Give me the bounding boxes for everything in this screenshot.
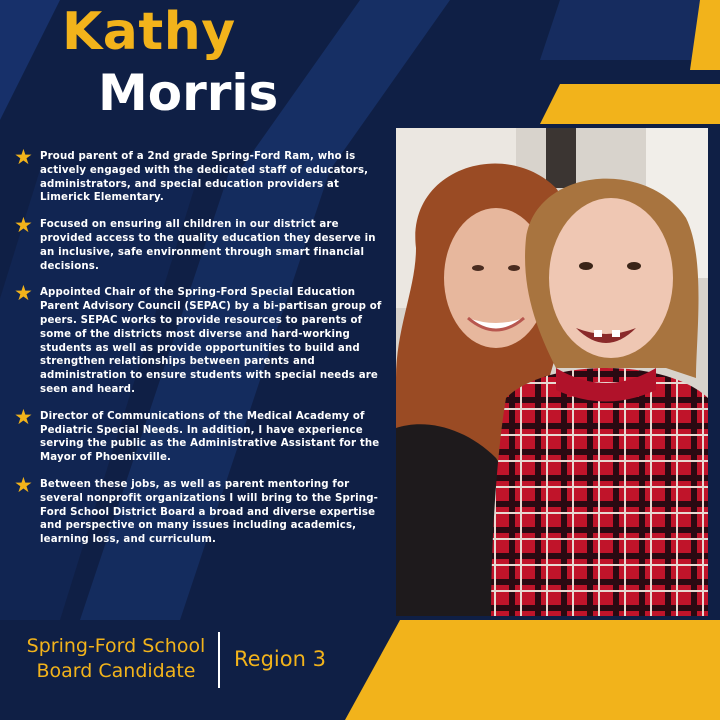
bullet-text: Focused on ensuring all children in our district are provided access to the quality education they deserve in an inclusive, safe environment through smart financial decisions. bbox=[40, 219, 376, 272]
star-icon: ★ bbox=[14, 472, 33, 497]
bullet-text: Appointed Chair of the Spring-Ford Special Education Parent Advisory Council (SEPAC) by a bi-partisan group of peers. SEPAC works to provide resources to parents of some of the districts most diverse and hard-working students as well as provide opportunities to build and strengthen relationships between parents and administration to ensure students with special needs are seen and heard. bbox=[40, 287, 382, 395]
candidate-last-name: Morris bbox=[98, 64, 279, 122]
list-item bbox=[14, 404, 386, 465]
bullet-text: Between these jobs, as well as parent mentoring for several nonprofit organizations I will bring to the Spring-Ford School District Board a broad and diverse expertise and perspective on many issues including academics, learning loss, and curriculum. bbox=[40, 478, 379, 546]
footer-divider bbox=[218, 632, 220, 688]
list-item bbox=[14, 281, 386, 396]
candidate-photo-frame bbox=[392, 124, 712, 620]
region-label: Region 3 bbox=[234, 647, 326, 671]
office-title-line2: Board Candidate bbox=[36, 660, 196, 682]
candidate-photo bbox=[396, 128, 708, 616]
list-item bbox=[14, 145, 386, 205]
bullet-text: Director of Communications of the Medical Academy of Pediatric Special Needs. In addition, I have experience serving the public as the Administrative Assistant for the Mayor of Phoenixville. bbox=[40, 410, 380, 464]
office-title-line1: Spring-Ford School bbox=[26, 635, 206, 657]
star-icon: ★ bbox=[14, 281, 33, 306]
qualification-list bbox=[14, 145, 386, 560]
bullet-text: Proud parent of a 2nd grade Spring-Ford Ram, who is actively engaged with the dedicated staff of educators, administrators, and special education providers at Limerick Elementary. bbox=[40, 151, 369, 204]
office-title bbox=[18, 634, 214, 684]
star-icon: ★ bbox=[14, 145, 33, 169]
star-icon: ★ bbox=[14, 213, 33, 238]
star-icon: ★ bbox=[14, 404, 33, 429]
list-item bbox=[14, 472, 386, 547]
candidate-first-name: Kathy bbox=[62, 2, 236, 62]
list-item bbox=[14, 213, 386, 273]
